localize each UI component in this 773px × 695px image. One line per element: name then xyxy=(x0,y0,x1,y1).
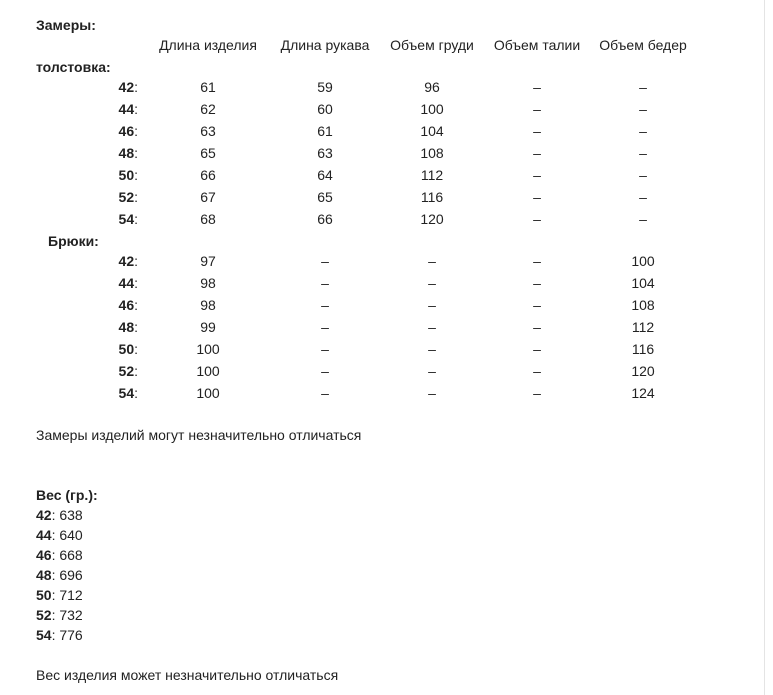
size-label xyxy=(119,274,138,292)
table-cell: 108 xyxy=(631,297,655,313)
table-cell: – xyxy=(428,385,436,401)
table-cell: 61 xyxy=(200,79,216,95)
weight-row xyxy=(36,526,83,544)
column-header: Длина рукава xyxy=(280,37,370,53)
weight-row xyxy=(36,546,83,564)
weight-value: 776 xyxy=(59,627,83,643)
size-colon: : xyxy=(134,167,138,183)
weight-row xyxy=(36,566,83,584)
size-number: 42 xyxy=(118,253,135,269)
table-cell: 120 xyxy=(631,363,655,379)
size-number: 42 xyxy=(118,79,135,95)
size-number: 46 xyxy=(118,297,135,313)
size-number: 52 xyxy=(118,363,135,379)
table-cell: – xyxy=(428,275,436,291)
right-frame-border xyxy=(764,0,765,695)
table-cell: 100 xyxy=(196,385,220,401)
group-label: толстовка: xyxy=(36,59,111,75)
table-cell: 100 xyxy=(420,101,444,117)
table-cell: 100 xyxy=(631,253,655,269)
table-cell: 100 xyxy=(196,341,220,357)
table-cell: 99 xyxy=(200,319,216,335)
measurements-title: Замеры: xyxy=(36,17,96,33)
weight-row xyxy=(36,606,83,624)
size-number: 54 xyxy=(118,211,135,227)
size-number: 50 xyxy=(118,167,135,183)
size-label xyxy=(119,122,138,140)
size-colon: : xyxy=(134,385,138,401)
table-cell: – xyxy=(533,253,541,269)
size-colon: : xyxy=(134,253,138,269)
table-cell: – xyxy=(428,319,436,335)
size-label xyxy=(119,78,138,96)
size-label xyxy=(119,144,138,162)
table-cell: 63 xyxy=(317,145,333,161)
measurements-note: Замеры изделий могут незначительно отличаться xyxy=(36,427,362,443)
size-colon: : xyxy=(134,363,138,379)
size-label xyxy=(119,188,138,206)
weight-size: 42 xyxy=(36,507,52,523)
weight-colon: : xyxy=(51,547,60,563)
weight-title: Вес (гр.): xyxy=(36,487,98,503)
table-cell: 65 xyxy=(200,145,216,161)
size-label xyxy=(119,318,138,336)
size-label xyxy=(119,210,138,228)
table-cell: – xyxy=(639,79,647,95)
table-cell: – xyxy=(533,211,541,227)
table-cell: – xyxy=(639,189,647,205)
size-colon: : xyxy=(134,123,138,139)
size-colon: : xyxy=(134,79,138,95)
table-cell: 61 xyxy=(317,123,333,139)
table-cell: 108 xyxy=(420,145,444,161)
weight-size: 46 xyxy=(36,547,52,563)
table-cell: – xyxy=(321,363,329,379)
table-cell: 67 xyxy=(200,189,216,205)
table-cell: – xyxy=(321,275,329,291)
table-cell: – xyxy=(533,385,541,401)
table-cell: 66 xyxy=(317,211,333,227)
weight-colon: : xyxy=(51,587,60,603)
weight-value: 668 xyxy=(59,547,83,563)
table-cell: – xyxy=(533,101,541,117)
size-number: 54 xyxy=(118,385,135,401)
table-cell: – xyxy=(533,275,541,291)
table-cell: – xyxy=(533,167,541,183)
table-cell: – xyxy=(639,145,647,161)
size-colon: : xyxy=(134,189,138,205)
weight-size: 54 xyxy=(36,627,52,643)
weight-value: 640 xyxy=(59,527,83,543)
table-cell: – xyxy=(533,319,541,335)
size-number: 46 xyxy=(118,123,135,139)
table-cell: – xyxy=(533,123,541,139)
size-colon: : xyxy=(134,275,138,291)
table-cell: 112 xyxy=(631,319,655,335)
table-cell: – xyxy=(533,79,541,95)
table-cell: 124 xyxy=(631,385,655,401)
weight-value: 696 xyxy=(59,567,83,583)
weight-colon: : xyxy=(51,627,60,643)
table-cell: – xyxy=(639,167,647,183)
table-cell: – xyxy=(533,145,541,161)
size-number: 48 xyxy=(118,145,135,161)
table-cell: – xyxy=(639,101,647,117)
size-colon: : xyxy=(134,319,138,335)
table-cell: – xyxy=(321,341,329,357)
table-cell: 64 xyxy=(317,167,333,183)
table-cell: 68 xyxy=(200,211,216,227)
table-cell: – xyxy=(533,297,541,313)
table-cell: 62 xyxy=(200,101,216,117)
weight-value: 732 xyxy=(59,607,83,623)
table-cell: 59 xyxy=(317,79,333,95)
table-cell: 104 xyxy=(420,123,444,139)
table-cell: 98 xyxy=(200,297,216,313)
size-colon: : xyxy=(134,101,138,117)
weight-size: 50 xyxy=(36,587,52,603)
weight-colon: : xyxy=(51,567,60,583)
table-cell: 66 xyxy=(200,167,216,183)
table-cell: – xyxy=(321,319,329,335)
weight-colon: : xyxy=(51,607,60,623)
size-colon: : xyxy=(134,211,138,227)
table-cell: 96 xyxy=(424,79,440,95)
size-number: 50 xyxy=(118,341,135,357)
size-colon: : xyxy=(134,341,138,357)
weight-row xyxy=(36,586,83,604)
size-label xyxy=(119,362,138,380)
table-cell: – xyxy=(321,297,329,313)
table-cell: – xyxy=(321,385,329,401)
table-cell: – xyxy=(639,211,647,227)
weight-colon: : xyxy=(51,527,60,543)
table-cell: – xyxy=(639,123,647,139)
table-cell: 63 xyxy=(200,123,216,139)
table-cell: – xyxy=(428,363,436,379)
table-cell: – xyxy=(428,341,436,357)
table-cell: – xyxy=(428,297,436,313)
table-cell: – xyxy=(321,253,329,269)
table-cell: 60 xyxy=(317,101,333,117)
table-cell: – xyxy=(533,363,541,379)
size-number: 48 xyxy=(118,319,135,335)
size-label xyxy=(119,166,138,184)
table-cell: 65 xyxy=(317,189,333,205)
weight-size: 52 xyxy=(36,607,52,623)
weight-value: 712 xyxy=(59,587,83,603)
weight-row xyxy=(36,626,83,644)
size-colon: : xyxy=(134,297,138,313)
size-label xyxy=(119,296,138,314)
group-label: Брюки: xyxy=(48,233,99,249)
column-header: Объем талии xyxy=(493,37,581,53)
weight-row xyxy=(36,506,83,524)
size-label xyxy=(119,384,138,402)
weight-note: Вес изделия может незначительно отличаться xyxy=(36,667,339,683)
table-cell: 116 xyxy=(631,341,655,357)
column-header: Объем бедер xyxy=(599,37,687,53)
table-cell: – xyxy=(533,341,541,357)
table-cell: 104 xyxy=(631,275,655,291)
size-number: 52 xyxy=(118,189,135,205)
size-label xyxy=(119,340,138,358)
table-cell: – xyxy=(428,253,436,269)
weight-colon: : xyxy=(51,507,60,523)
size-label xyxy=(119,100,138,118)
weight-size: 44 xyxy=(36,527,52,543)
table-cell: 112 xyxy=(420,167,444,183)
column-header: Объем груди xyxy=(390,37,474,53)
table-cell: – xyxy=(533,189,541,205)
column-header: Длина изделия xyxy=(159,37,257,53)
table-cell: 100 xyxy=(196,363,220,379)
table-cell: 98 xyxy=(200,275,216,291)
size-colon: : xyxy=(134,145,138,161)
table-cell: 116 xyxy=(420,189,444,205)
weight-size: 48 xyxy=(36,567,52,583)
size-number: 44 xyxy=(118,101,135,117)
table-cell: 120 xyxy=(420,211,444,227)
weight-value: 638 xyxy=(59,507,83,523)
table-cell: 97 xyxy=(200,253,216,269)
size-label xyxy=(119,252,138,270)
size-number: 44 xyxy=(118,275,135,291)
